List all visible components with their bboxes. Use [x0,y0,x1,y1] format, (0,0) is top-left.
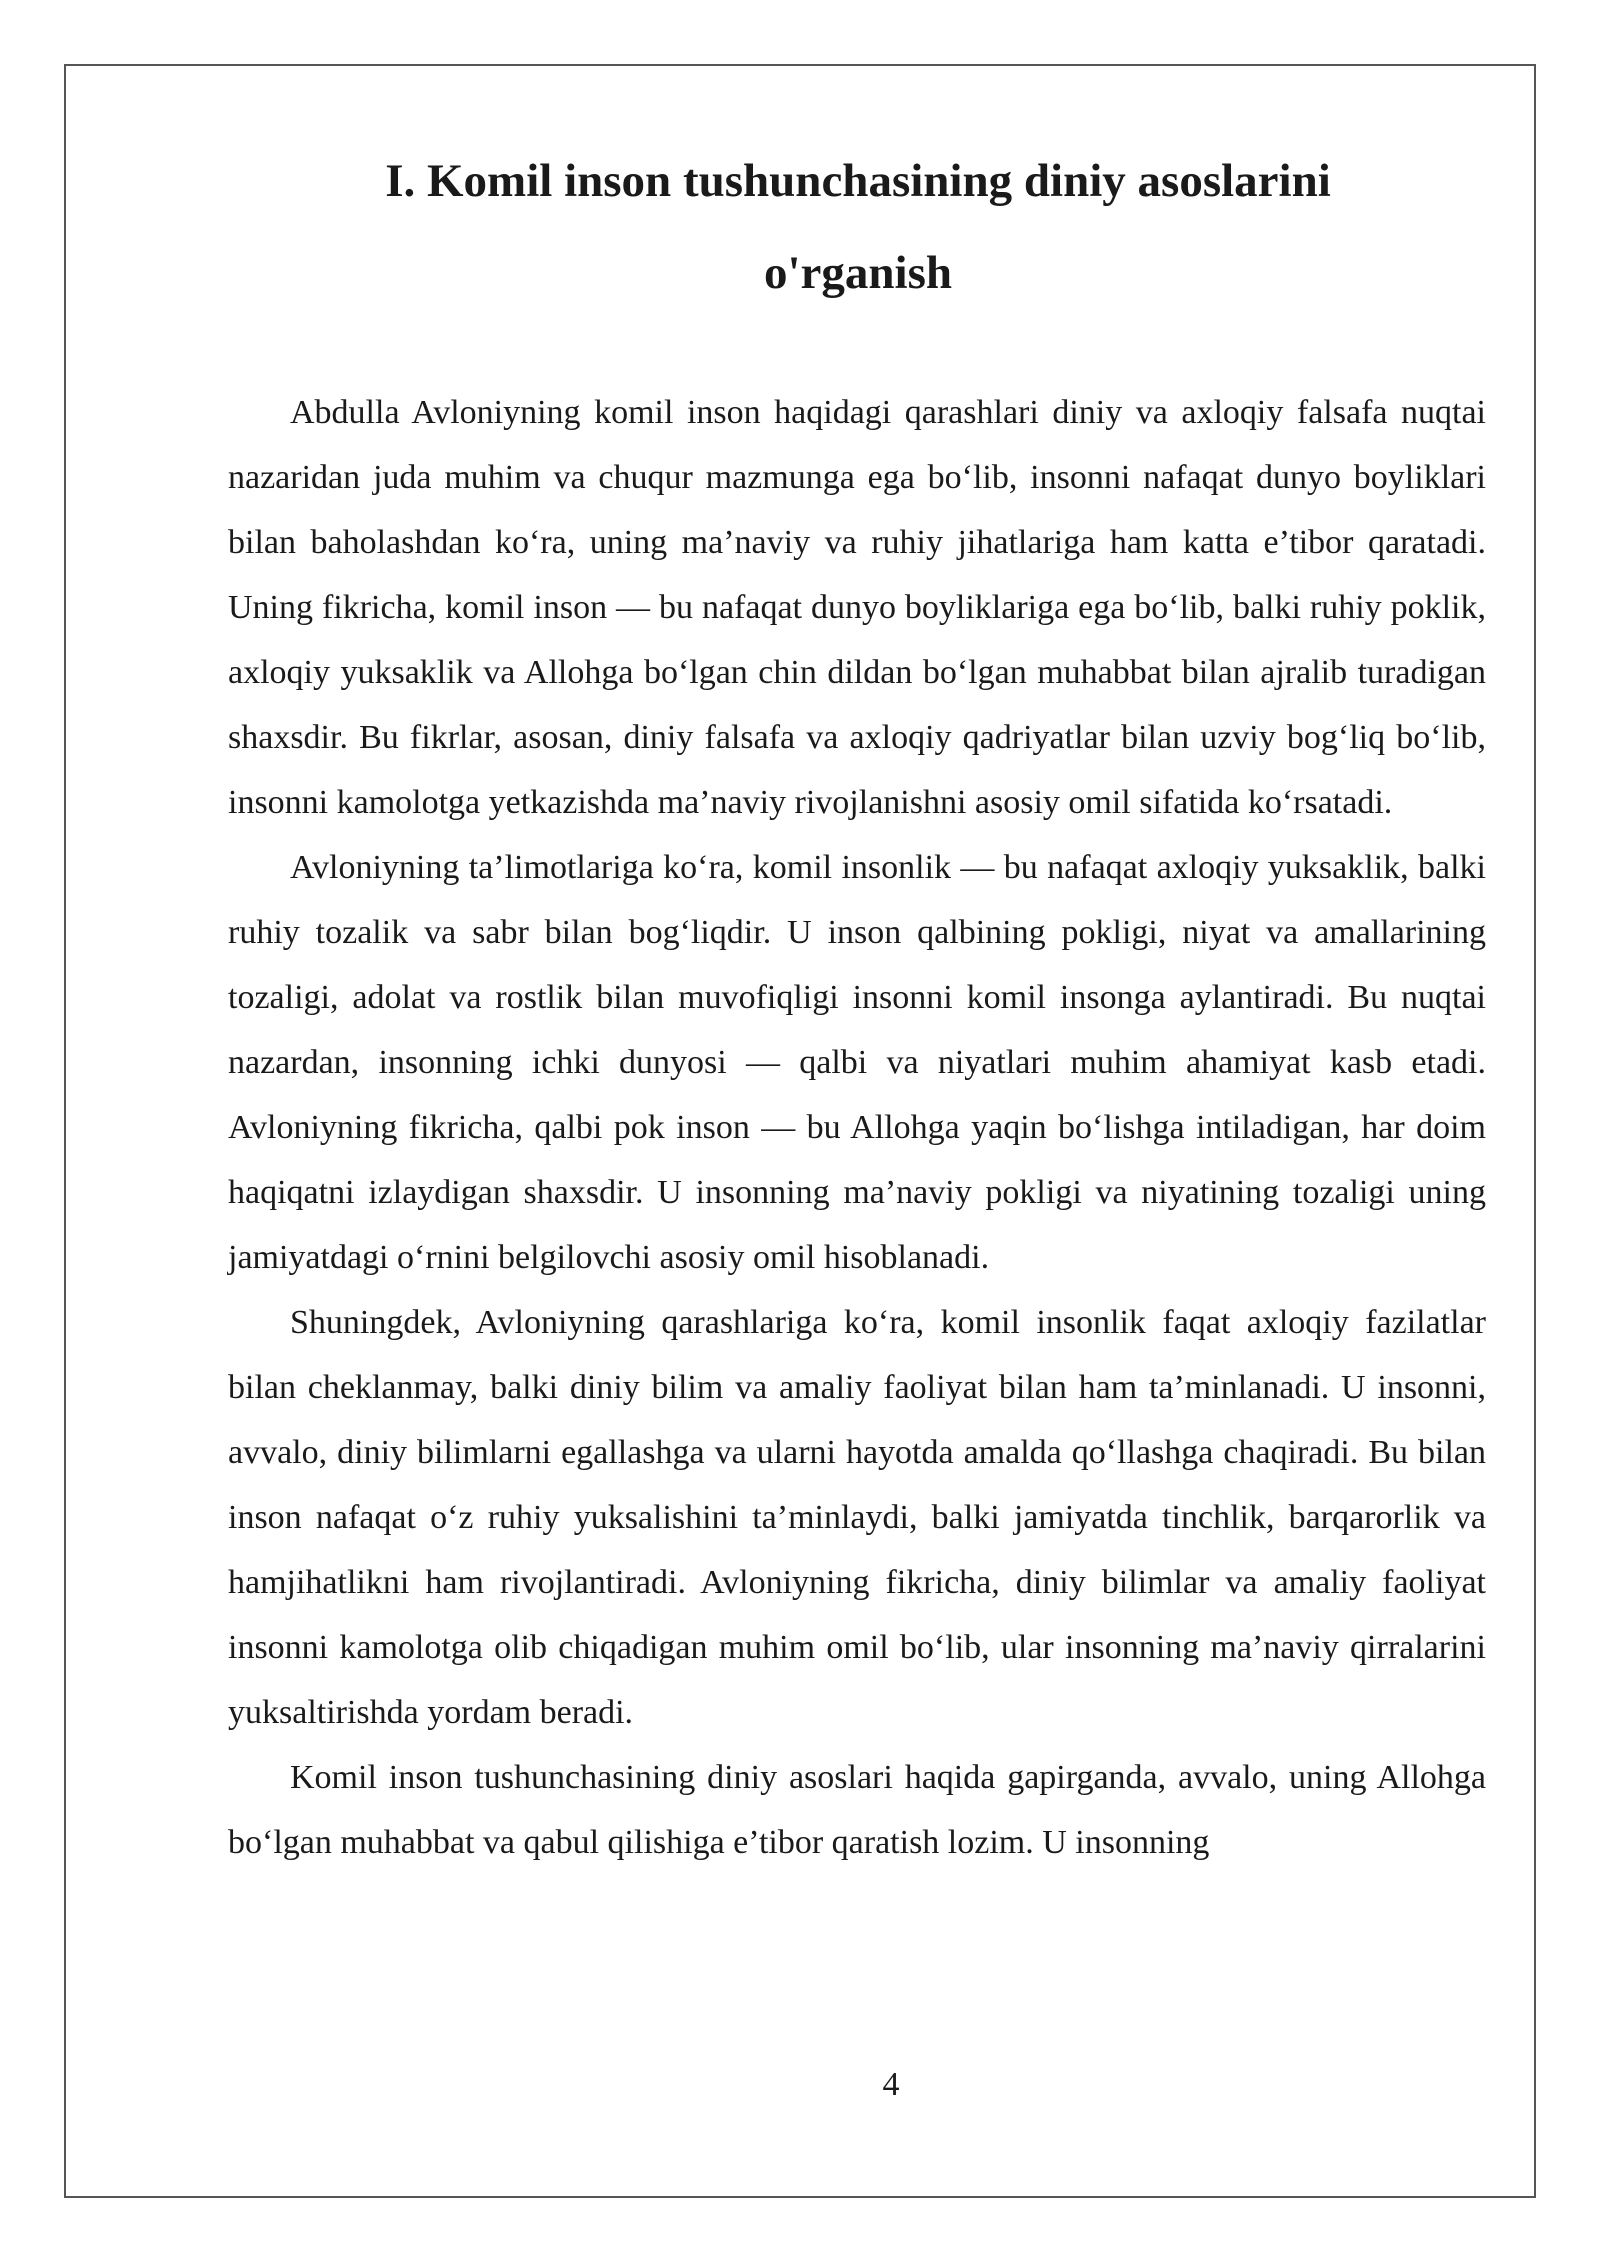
paragraph-3: Shuningdek, Avloniyning qarashlariga ko‘ra, komil insonlik faqat axloqiy fazilatlar bilan cheklanmay, balki diniy bilim va amaliy faoliyat bilan ham ta’minlanadi. U insonni, avvalo, diniy bilimlarni egallashga va ularni hayotda amalda qo‘llashga chaqiradi. Bu bilan inson nafaqat o‘z ruhiy yuksalishini ta’minlaydi, balki jamiyatda tinchlik, barqarorlik va hamjihatlikni ham rivojlantiradi. Avloniyning fikricha, diniy bilimlar va amaliy faoliyat insonni kamolotga olib chiqadigan muhim omil bo‘lib, ular insonning ma’naviy qirralarini yuksaltirishda yordam beradi. [228,1304,1486,1731]
paragraph-2: Avloniyning ta’limotlariga ko‘ra, komil insonlik — bu nafaqat axloqiy yuksaklik, balki ruhiy tozalik va sabr bilan bog‘liqdir. U inson qalbining pokligi, niyat va amallarining tozaligi, adolat va rostlik bilan muvofiqligi insonni komil insonga aylantiradi. Bu nuqtai nazardan, insonning ichki dunyosi — qalbi va niyatlari muhim ahamiyat kasb etadi. Avloniyning fikricha, qalbi pok inson — bu Allohga yaqin bo‘lishga intiladigan, har doim haqiqatni izlaydigan shaxsdir. U insonning ma’naviy pokligi va niyatining tozaligi uning jamiyatdagi o‘rnini belgilovchi asosiy omil hisoblanadi. [228,849,1486,1276]
section-heading-line-2: o'rganish [763,247,953,299]
section-heading-line-1: I. Komil inson tushunchasining diniy asoslarini [385,155,1331,207]
page-number: 4 [882,2066,900,2103]
body-text [228,380,1486,1875]
paragraph-4: Komil inson tushunchasining diniy asoslari haqida gapirganda, avvalo, uning Allohga bo‘lgan muhabbat va qabul qilishiga e’tibor qaratish lozim. U insonning [228,1759,1486,1861]
paragraph-1: Abdulla Avloniyning komil inson haqidagi qarashlari diniy va axloqiy falsafa nuqtai nazaridan juda muhim va chuqur mazmunga ega bo‘lib, insonni nafaqat dunyo boyliklari bilan baholashdan ko‘ra, uning ma’naviy va ruhiy jihatlariga ham katta e’tibor qaratadi. Uning fikricha, komil inson — bu nafaqat dunyo boyliklariga ega bo‘lib, balki ruhiy poklik, axloqiy yuksaklik va Allohga bo‘lgan chin dildan bo‘lgan muhabbat bilan ajralib turadigan shaxsdir. Bu fikrlar, asosan, diniy falsafa va axloqiy qadriyatlar bilan uzviy bog‘liq bo‘lib, insonni kamolotga yetkazishda ma’naviy rivojlanishni asosiy omil sifatida ko‘rsatadi. [228,394,1486,821]
